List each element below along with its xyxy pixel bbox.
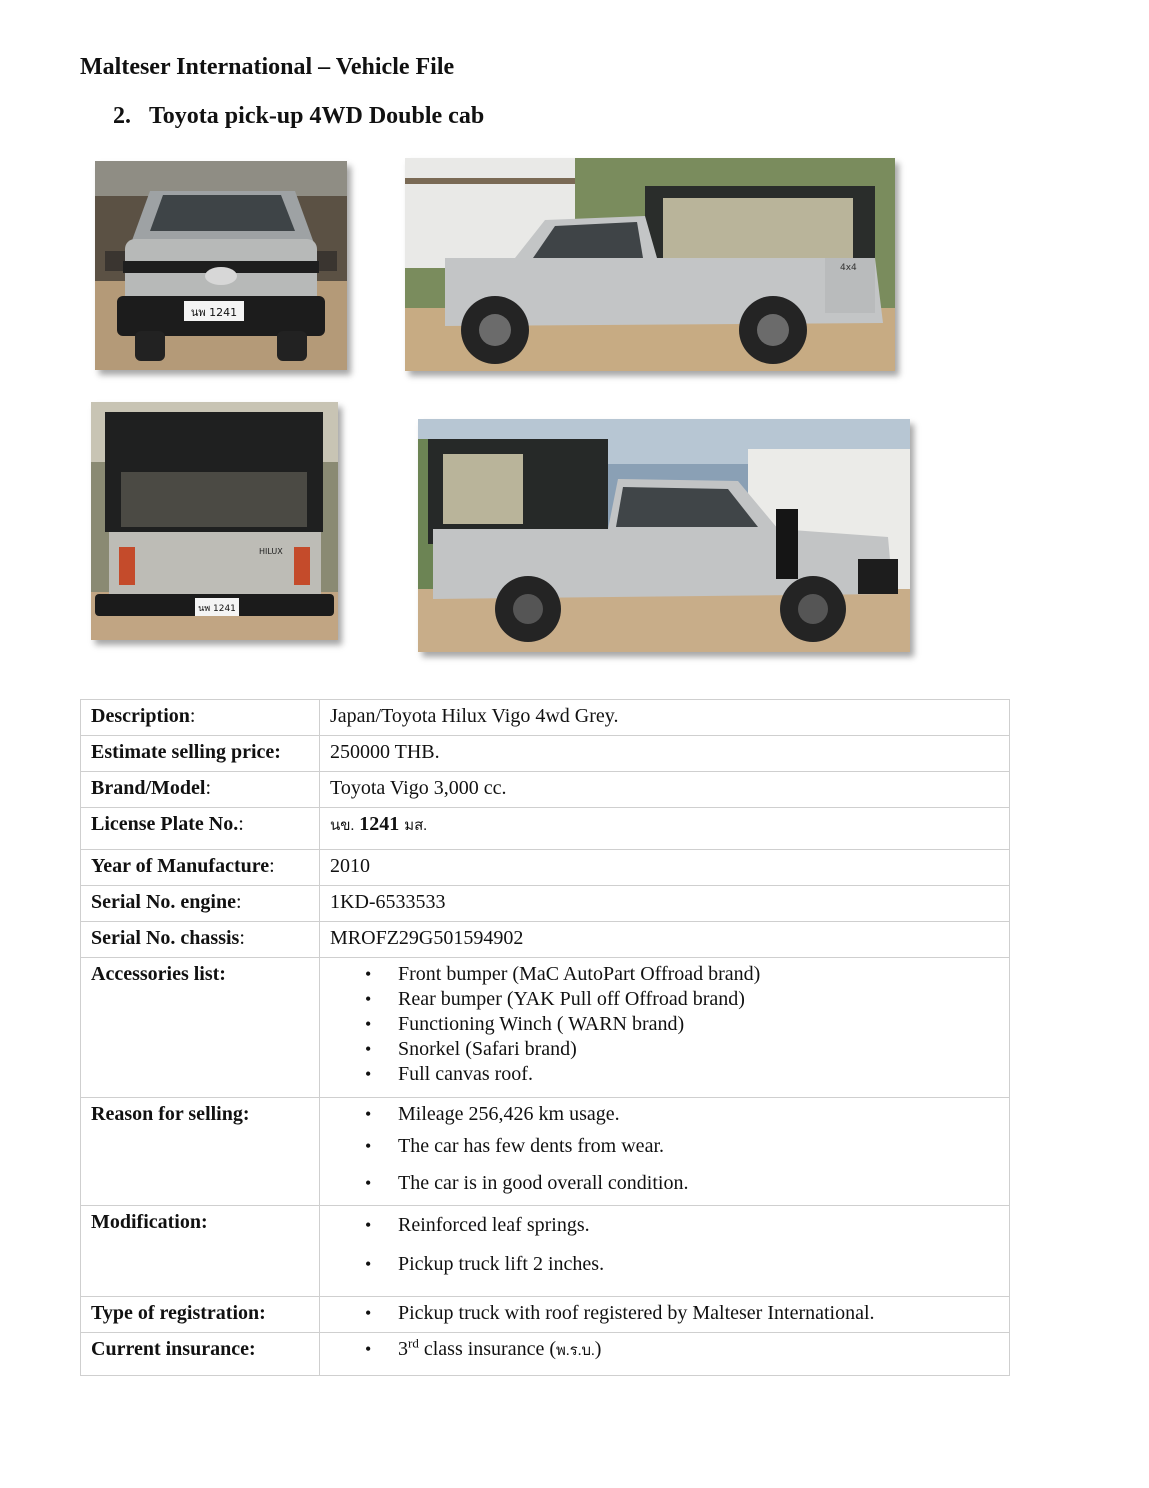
- list-item: • Mileage 256,426 km usage.: [398, 1102, 999, 1127]
- table-row: [81, 958, 1010, 1098]
- list-item: • Snorkel (Safari brand): [398, 1037, 999, 1062]
- list-item: • Rear bumper (YAK Pull off Offroad brand): [398, 987, 999, 1012]
- plate-value: นข. 1241 มส.: [320, 808, 1010, 850]
- table-row: [81, 1333, 1010, 1376]
- chassis-label: Serial No. chassis:: [81, 922, 320, 958]
- rear-badge: HILUX: [259, 547, 283, 556]
- registration-list: [330, 1301, 999, 1326]
- list-item: • Pickup truck lift 2 inches.: [398, 1252, 999, 1277]
- list-item: • Reinforced leaf springs.: [398, 1213, 999, 1238]
- accessories-label: Accessories list:: [81, 958, 320, 1098]
- engine-label: Serial No. engine:: [81, 886, 320, 922]
- list-item: • The car has few dents from wear.: [398, 1134, 999, 1159]
- plate-label: License Plate No.:: [81, 808, 320, 850]
- table-row: [81, 772, 1010, 808]
- list-item: • Functioning Winch ( WARN brand): [398, 1012, 999, 1037]
- table-row: [81, 700, 1010, 736]
- photo-rear-view: [91, 402, 338, 640]
- table-row: [81, 922, 1010, 958]
- table-row: [81, 1297, 1010, 1333]
- photo-side-view-right: [405, 158, 895, 371]
- photo-front-view: [95, 161, 347, 370]
- list-item: • Full canvas roof.: [398, 1062, 999, 1087]
- document-title: Malteser International – Vehicle File: [80, 54, 455, 80]
- price-label: Estimate selling price:: [81, 736, 320, 772]
- front-license-plate: นพ 1241: [190, 306, 238, 319]
- table-row: [81, 1098, 1010, 1206]
- modification-value: [320, 1206, 1010, 1297]
- list-item: • 3rd class insurance (พ.ร.บ.): [398, 1337, 999, 1364]
- list-item: • Front bumper (MaC AutoPart Offroad brand): [398, 962, 999, 987]
- table-row: [81, 886, 1010, 922]
- table-row: [81, 736, 1010, 772]
- engine-value: 1KD-6533533: [320, 886, 1010, 922]
- insurance-list: [330, 1337, 999, 1364]
- description-value: Japan/Toyota Hilux Vigo 4wd Grey.: [320, 700, 1010, 736]
- insurance-label: Current insurance:: [81, 1333, 320, 1376]
- table-row: [81, 850, 1010, 886]
- rear-license-plate: นพ 1241: [198, 604, 236, 614]
- description-label: Description:: [81, 700, 320, 736]
- accessories-value: [320, 958, 1010, 1098]
- section-heading: [113, 103, 484, 130]
- brand-label: Brand/Model:: [81, 772, 320, 808]
- modification-list: [330, 1213, 999, 1277]
- table-row: [81, 1206, 1010, 1297]
- registration-label: Type of registration:: [81, 1297, 320, 1333]
- year-value: 2010: [320, 850, 1010, 886]
- chassis-value: MROFZ29G501594902: [320, 922, 1010, 958]
- registration-value: [320, 1297, 1010, 1333]
- photo-side-view-left: [418, 419, 910, 652]
- price-value: 250000 THB.: [320, 736, 1010, 772]
- brand-value: Toyota Vigo 3,000 cc.: [320, 772, 1010, 808]
- section-number: 2.: [113, 103, 131, 129]
- table-row: [81, 808, 1010, 850]
- vehicle-spec-table: [80, 699, 1010, 1376]
- reason-value: [320, 1098, 1010, 1206]
- list-item: • The car is in good overall condition.: [398, 1171, 999, 1196]
- year-label: Year of Manufacture:: [81, 850, 320, 886]
- accessories-list: [330, 962, 999, 1087]
- section-title: Toyota pick-up 4WD Double cab: [149, 103, 485, 129]
- insurance-value: [320, 1333, 1010, 1376]
- side-badge: 4x4: [840, 263, 857, 273]
- reason-label: Reason for selling:: [81, 1098, 320, 1206]
- list-item: • Pickup truck with roof registered by Malteser International.: [398, 1301, 999, 1326]
- reason-list: [330, 1102, 999, 1196]
- modification-label: Modification:: [81, 1206, 320, 1297]
